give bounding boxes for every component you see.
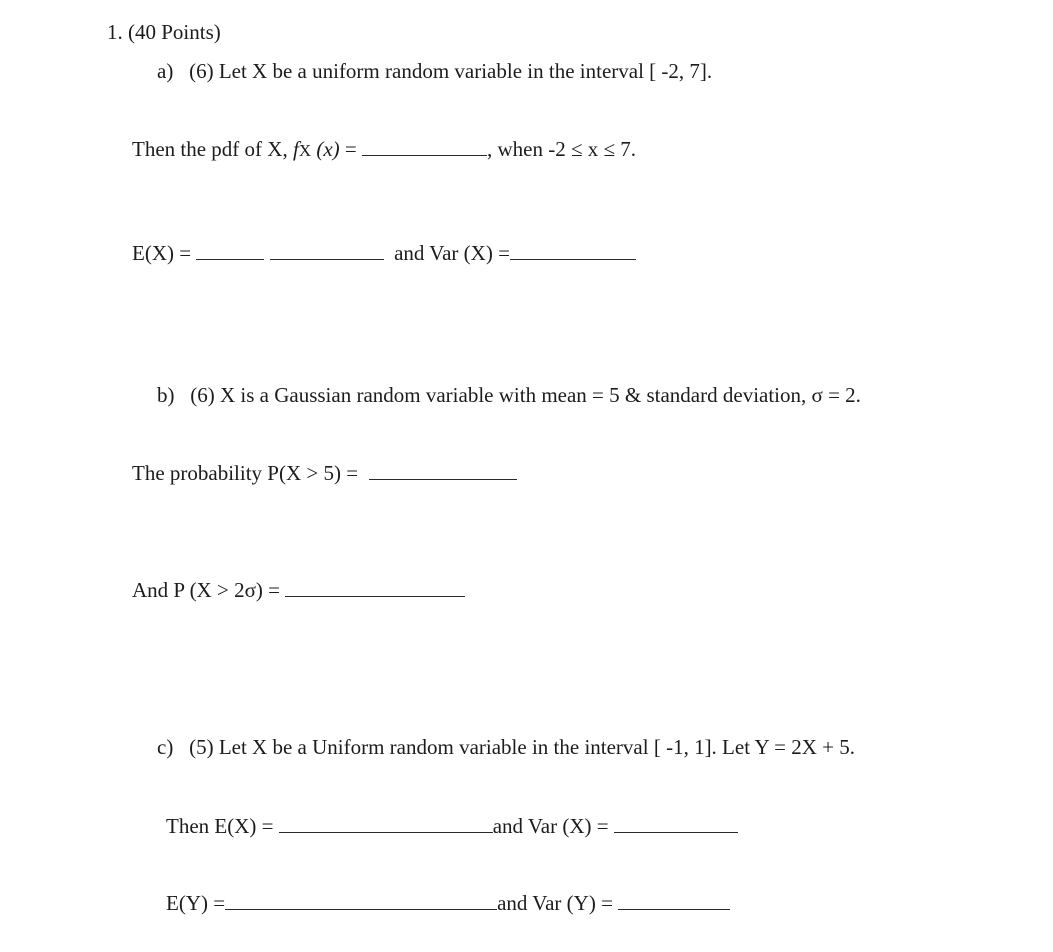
part-a-label: a) [157,59,174,83]
pdf-prefix: Then the pdf of X, [132,137,288,161]
part-b-label: b) [157,383,175,407]
c-varx-answer-blank[interactable] [614,818,738,833]
c-ex-label: Then E(X) = [166,814,274,838]
var-answer-blank[interactable] [510,245,636,260]
pdf-subscript: X [298,141,312,160]
c-vary-label: and Var (Y) = [497,891,613,915]
problem-number: 1. [107,20,123,44]
pdf-answer-blank[interactable] [362,141,487,156]
part-b-prob2-line [132,580,465,601]
c-ex-answer-blank[interactable] [279,818,493,833]
prob1-label: The probability P(X > 5) = [132,461,359,485]
problem-points: (40 Points) [128,20,221,44]
part-b-prob1-line [132,463,517,484]
c-ey-label: E(Y) = [166,891,226,915]
prob1-answer-blank[interactable] [369,465,517,480]
pdf-suffix: , when -2 ≤ x ≤ 7. [487,137,637,161]
part-c-y-moments-line [166,893,730,914]
part-c-statement: (5) Let X be a Uniform random variable in the interval [ -1, 1]. Let Y = 2X + 5. [189,735,855,759]
part-a-statement: (6) Let X be a uniform random variable in the interval [ -2, 7]. [189,59,713,83]
part-c-x-moments-line [166,816,738,837]
part-c-label: c) [157,735,174,759]
ex-answer-blank-1[interactable] [196,245,264,260]
c-ey-answer-blank[interactable] [225,895,497,910]
ex-label: E(X) = [132,241,192,265]
part-c-heading [157,737,855,758]
part-a-heading [157,61,712,82]
pdf-arg: (x) [316,137,340,161]
part-a-moments-line [132,243,636,264]
part-b-statement: (6) X is a Gaussian random variable with mean = 5 & standard deviation, σ = 2. [190,383,861,407]
prob2-label: And P (X > 2σ) = [132,578,280,602]
ex-answer-blank-2[interactable] [270,245,384,260]
c-vary-answer-blank[interactable] [618,895,730,910]
prob2-answer-blank[interactable] [285,582,465,597]
part-a-pdf-line [132,139,636,160]
part-b-heading [157,385,861,406]
pdf-f: f [292,137,299,161]
problem-header [107,22,221,43]
var-label: and Var (X) = [394,241,510,265]
c-varx-label: and Var (X) = [492,814,609,838]
pdf-equals: = [344,137,357,161]
